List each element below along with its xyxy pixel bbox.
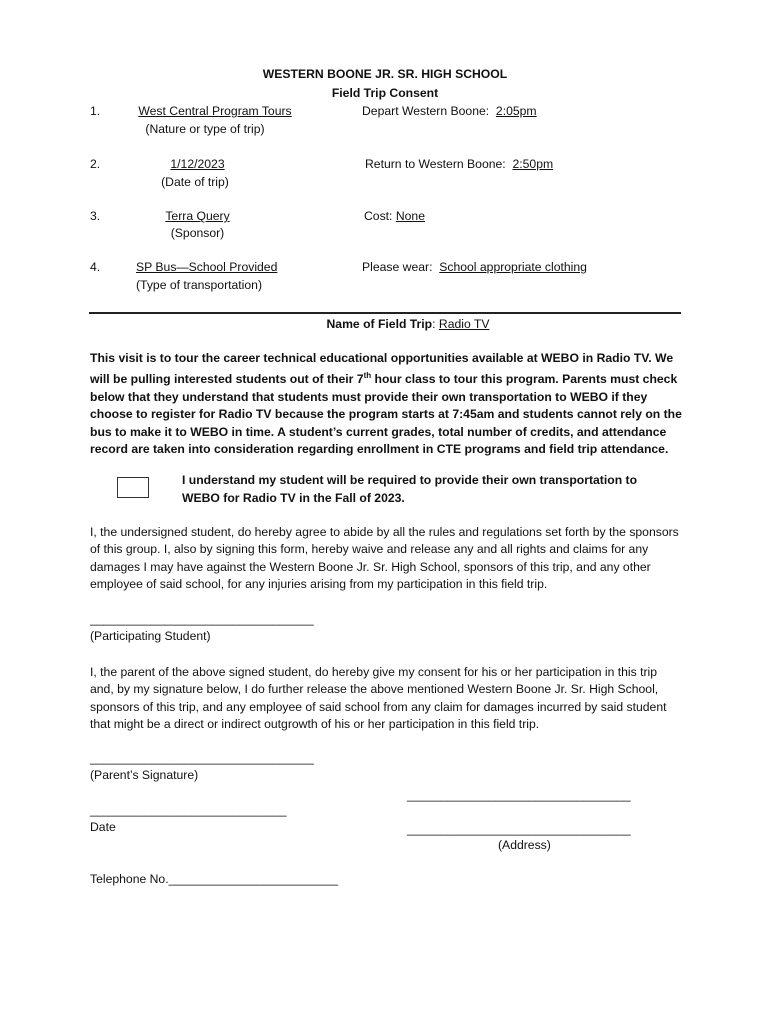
return-value: 2:50pm	[512, 157, 554, 171]
attire-value: School appropriate clothing	[439, 260, 587, 274]
sponsor-caption: (Sponsor)	[170, 226, 225, 240]
student-signature-caption: (Participating Student)	[90, 629, 211, 643]
cost-value: None	[395, 209, 425, 223]
intro-text-2: hour class to tour this program. Parents must check below that they understand that students must provide their own transportation to WEBO if they choose to register for Radio TV because the program starts at 7:45am and students cannot rely on the bus to make it to WEBO in time. A student’s current grades, total number of credits, and attendance record are taken into consideration regarding enrollment in CTE programs and field trip attendance.	[90, 372, 682, 457]
acknowledge-line-2: WEBO for Radio TV in the Fall of 2023.	[182, 491, 405, 505]
transportation-value: SP Bus—School Provided	[136, 260, 278, 274]
parent-signature-caption: (Parent’s Signature)	[90, 768, 199, 782]
address-line-1[interactable]: _________________________________	[407, 788, 631, 802]
attire-field	[362, 260, 587, 274]
address-caption: (Address)	[498, 838, 551, 852]
item-number: 3.	[90, 209, 101, 223]
field-trip-name-value: Radio TV	[438, 317, 490, 331]
item-number: 1.	[90, 104, 101, 118]
cost-label: Cost:	[364, 209, 393, 223]
telephone-field	[90, 872, 338, 886]
transportation-caption: (Type of transportation)	[136, 278, 262, 292]
telephone-label: Telephone No.	[90, 872, 169, 886]
telephone-line[interactable]: _________________________	[168, 872, 339, 886]
parent-release-text: I, the parent of the above signed student, do hereby give my consent for his or her participation in this trip and, by my signature below, I do further release the above mentioned Western Boone Jr. Sr. High School, sponsors of this trip, and any employee of said school from any claim for damages incurred by said student that might be a direct or indirect outgrowth of his or her participation in this field trip.	[90, 665, 667, 732]
date-caption: Date	[90, 820, 116, 834]
field-trip-name: Name of Field Trip: Radio TV	[326, 317, 490, 331]
depart-field	[362, 104, 537, 118]
trip-type-caption: (Nature or type of trip)	[145, 122, 265, 136]
return-field	[365, 157, 553, 171]
form-title: Field Trip Consent	[331, 86, 439, 100]
section-divider	[89, 312, 681, 314]
acknowledge-line-1: I understand my student will be required to provide their own transportation to	[182, 473, 638, 487]
sponsor-value: Terra Query	[165, 209, 230, 223]
parent-signature-line[interactable]: _________________________________	[90, 751, 314, 765]
school-name: WESTERN BOONE JR. SR. HIGH SCHOOL	[262, 67, 508, 81]
return-label: Return to Western Boone:	[365, 157, 506, 171]
trip-type-value: West Central Program Tours	[138, 104, 292, 118]
item-number: 2.	[90, 157, 101, 171]
attire-label: Please wear:	[362, 260, 433, 274]
trip-date-value: 1/12/2023	[170, 157, 225, 171]
intro-paragraph	[90, 350, 692, 459]
depart-value: 2:05pm	[495, 104, 537, 118]
cost-field	[364, 209, 425, 223]
intro-superscript: th	[363, 371, 372, 381]
address-line-2[interactable]: _________________________________	[407, 822, 631, 836]
transportation-checkbox[interactable]	[117, 477, 149, 498]
depart-label: Depart Western Boone:	[362, 104, 490, 118]
trip-date-caption: (Date of trip)	[161, 175, 229, 189]
intro-text-1: This visit is to tour the career technical educational opportunities available at WEBO in Radio TV. We will be pulling interested students out of their 7	[90, 351, 674, 387]
item-number: 4.	[90, 260, 101, 274]
student-release-text: I, the undersigned student, do hereby agree to abide by all the rules and regulations set forth by the sponsors of this group. I, also by signing this form, hereby waive and release any and all rights and claims for any damages I may have against the Western Boone Jr. Sr. High School, sponsors of this trip, and any other employee of said school, for any injuries arising from my participation in this field trip.	[90, 525, 679, 592]
field-trip-name-label: Name of Field Trip	[326, 317, 433, 331]
date-line[interactable]: _____________________________	[90, 803, 287, 817]
student-signature-line[interactable]: _________________________________	[90, 612, 314, 626]
